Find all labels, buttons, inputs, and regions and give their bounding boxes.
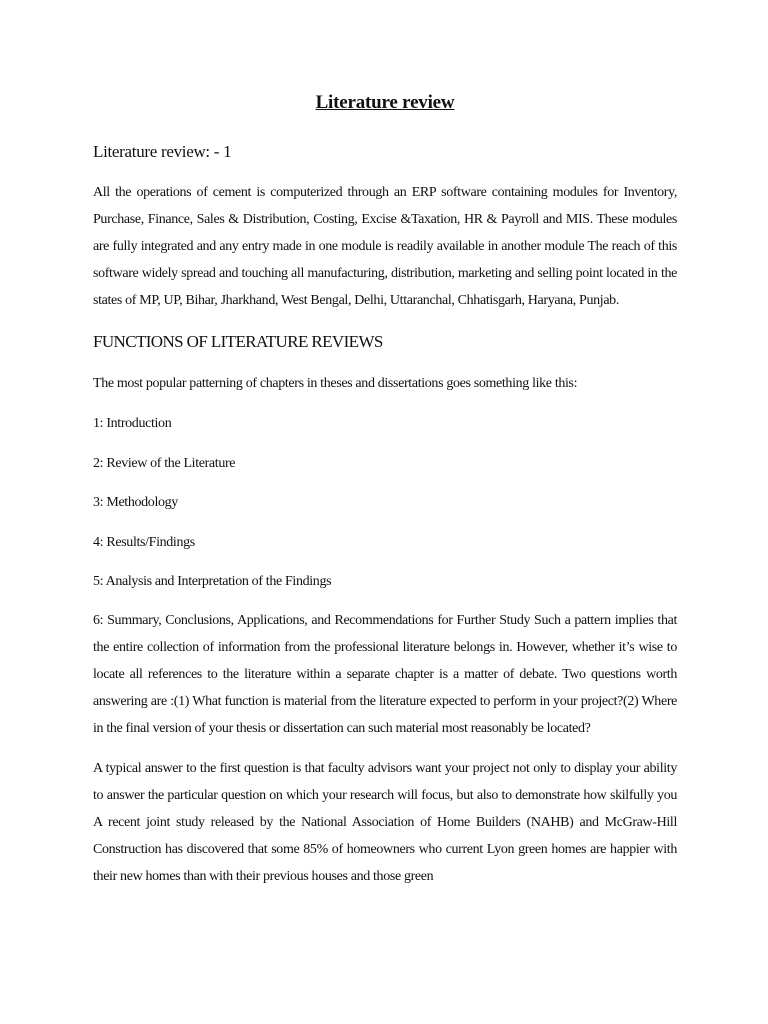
chapter-list-item: 4: Results/Findings: [93, 535, 195, 550]
chapter-list-item: 1: Introduction: [93, 416, 172, 431]
typical-answer-paragraph: A typical answer to the first question is that faculty advisors want your project not only to display your ability to answer the particular question on which your research will focus, but also to demonstrate how skilfully you A recent joint study released by the National Association of Home Builders (NAHB) and McGraw-Hill Construction has discovered that some 85% of homeowners who current Lyon green homes are happier with their new homes than with their previous houses and those green: [93, 761, 677, 884]
chapter-list-item: 3: Methodology: [93, 495, 178, 510]
section-heading-functions: FUNCTIONS OF LITERATURE REVIEWS: [93, 332, 383, 351]
chapter-list-item: 2: Review of the Literature: [93, 456, 236, 471]
cement-erp-paragraph: All the operations of cement is computerized through an ERP software containing modules for Inventory, Purchase, Finance, Sales & Distribution, Costing, Excise &Taxation, HR & Payroll and MIS. These modules are fully integrated and any entry made in one module is readily available in another module The reach of this software widely spread and touching all manufacturing, distribution, marketing and selling point located in the states of MP, UP, Bihar, Jharkhand, West Bengal, Delhi, Uttaranchal, Chhatisgarh, Haryana, Punjab.: [93, 185, 677, 308]
document-title: Literature review: [315, 92, 455, 113]
chapters-intro-text: The most popular patterning of chapters in theses and dissertations goes something like this:: [93, 376, 578, 391]
summary-paragraph: 6: Summary, Conclusions, Applications, and Recommendations for Further Study Such a pattern implies that the entire collection of information from the professional literature belongs in. However, whether it’s wise to locate all references to the literature within a separate chapter is a matter of debate. Two questions worth answering are :(1) What function is material from the literature expected to perform in your project?(2) Where in the final version of your thesis or dissertation can such material most reasonably be located?: [93, 613, 677, 736]
section-heading-literature-review-1: Literature review: - 1: [93, 142, 232, 161]
chapter-list-item: 5: Analysis and Interpretation of the Findings: [93, 574, 332, 589]
